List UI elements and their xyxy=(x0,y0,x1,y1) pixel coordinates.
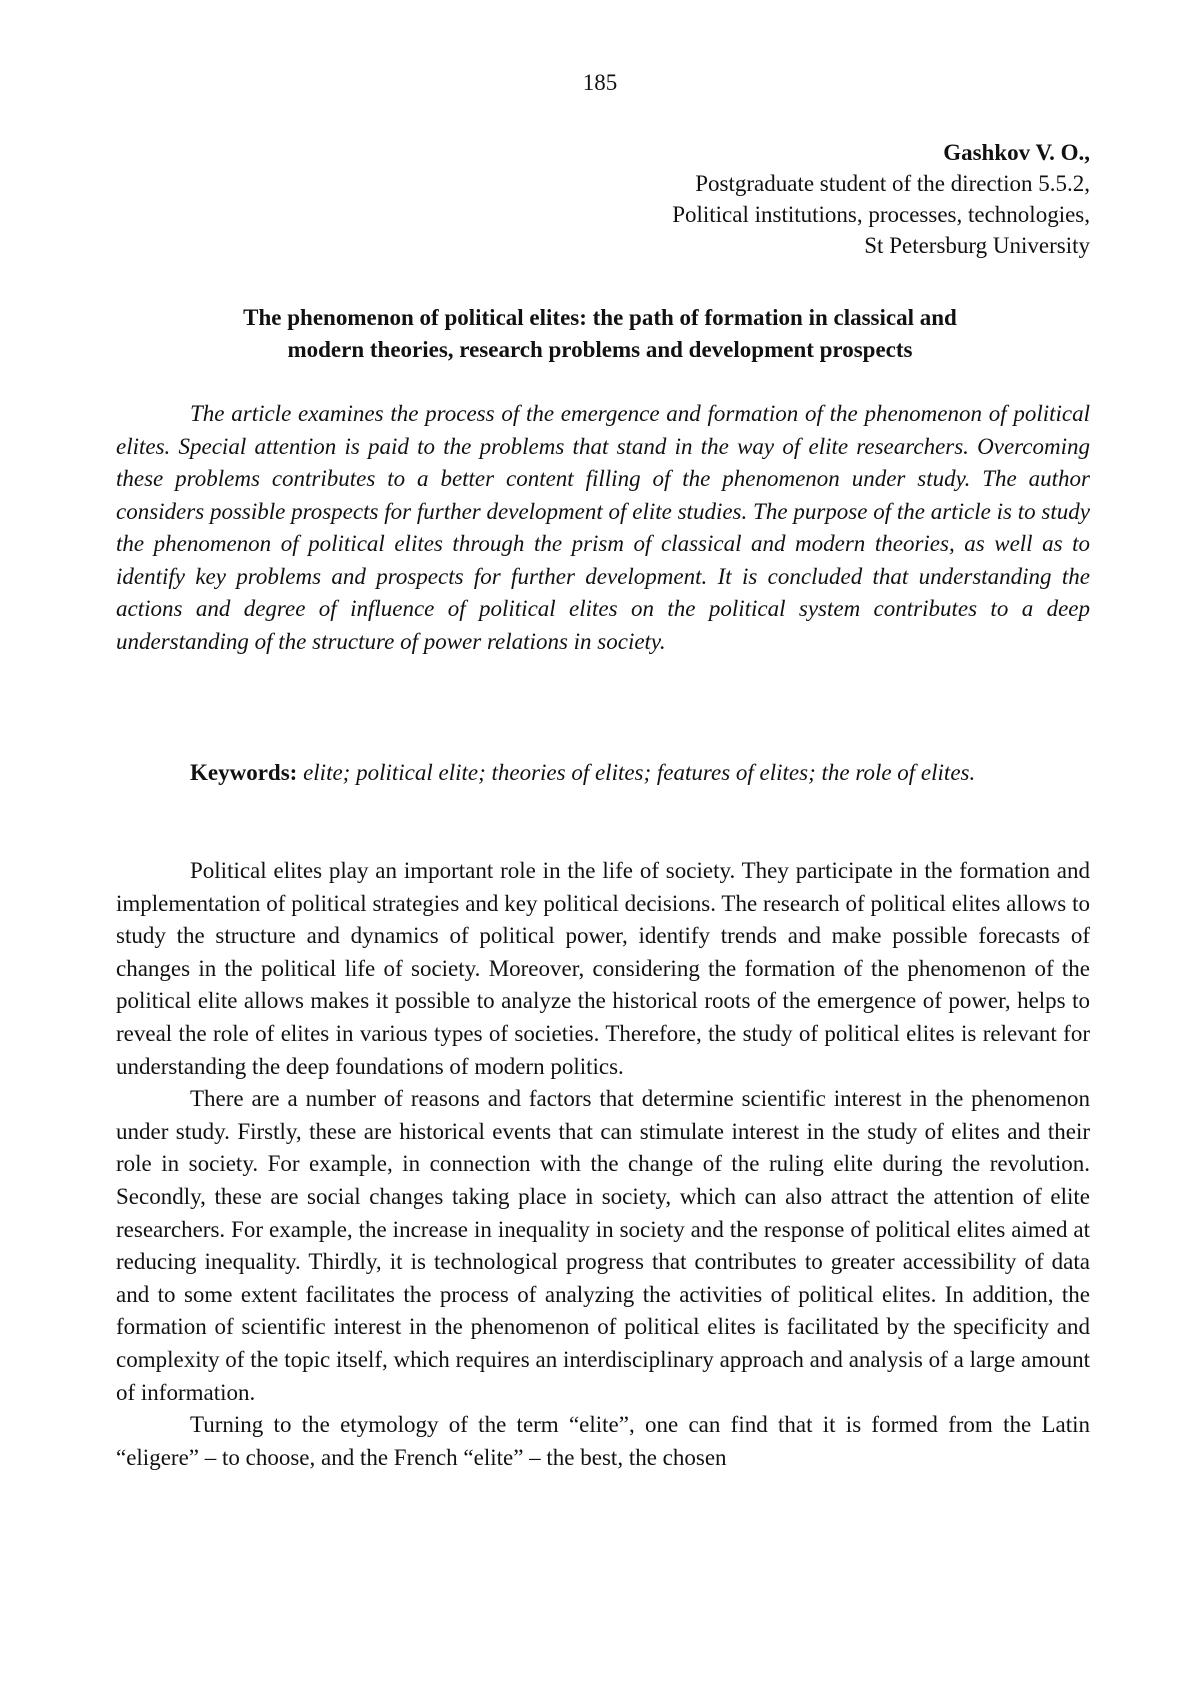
body-paragraph: There are a number of reasons and factors that determine scientific interest in the phenomenon under study. Firstly, these are historical events that can stimulate interest in the study of elites and their role in society. For example, in connection with the change of the ruling elite during the revolution. Secondly, these are social changes taking place in society, which can also attract the attention of elite researchers. For example, the increase in inequality in society and the response of political elites aimed at reducing inequality. Thirdly, it is technological progress that contributes to greater accessibility of data and to some extent facilitates the process of analyzing the activities of political elites. In addition, the formation of scientific interest in the phenomenon of political elites is facilitated by the specificity and complexity of the topic itself, which requires an interdisciplinary approach and analysis of a large amount of information. xyxy=(116,1086,1090,1405)
author-name: Gashkov V. O., xyxy=(943,140,1090,165)
abstract: The article examines the process of the emergence and formation of the phenomenon of political elites. Special attention is paid to the problems that stand in the way of elite researchers. Overcoming these problems contributes to a better content filling of the phenomenon under study. The author considers possible prospects for further development of elite studies. The purpose of the article is to study the phenomenon of political elites through the prism of classical and modern theories, as well as to identify key problems and prospects for further development. It is concluded that understanding the actions and degree of influence of political elites on the political system contributes to a deep understanding of the structure of power relations in society. xyxy=(116,401,1090,654)
author-position: Postgraduate student of the direction 5.5.2, xyxy=(695,171,1090,196)
body-paragraph: Turning to the etymology of the term “elite”, one can find that it is formed from the Latin “eligere” – to choose, and the French “elite” – the best, the chosen xyxy=(116,1412,1090,1470)
page-number: 185 xyxy=(582,70,618,95)
author-program: Political institutions, processes, technologies, xyxy=(672,202,1090,227)
author-affiliation: St Petersburg University xyxy=(864,233,1090,258)
title-line-2: modern theories, research problems and development prospects xyxy=(287,337,913,362)
keywords-text: elite; political elite; theories of elites; features of elites; the role of elites. xyxy=(303,760,976,785)
title-line-1: The phenomenon of political elites: the path of formation in classical and xyxy=(243,305,957,330)
keywords-label: Keywords: xyxy=(190,760,298,785)
body-paragraph: Political elites play an important role in the life of society. They participate in the formation and implementation of political strategies and key political decisions. The research of political elites allows to study the structure and dynamics of political power, identify trends and make possible forecasts of changes in the political life of society. Moreover, considering the formation of the phenomenon of the political elite allows makes it possible to analyze the historical roots of the emergence of power, helps to reveal the role of elites in various types of societies. Therefore, the study of political elites is relevant for understanding the deep foundations of modern politics. xyxy=(116,858,1090,1079)
article-title xyxy=(135,302,1065,366)
body-text xyxy=(116,855,1090,1474)
keywords xyxy=(116,757,1090,790)
author-block xyxy=(390,137,1090,261)
